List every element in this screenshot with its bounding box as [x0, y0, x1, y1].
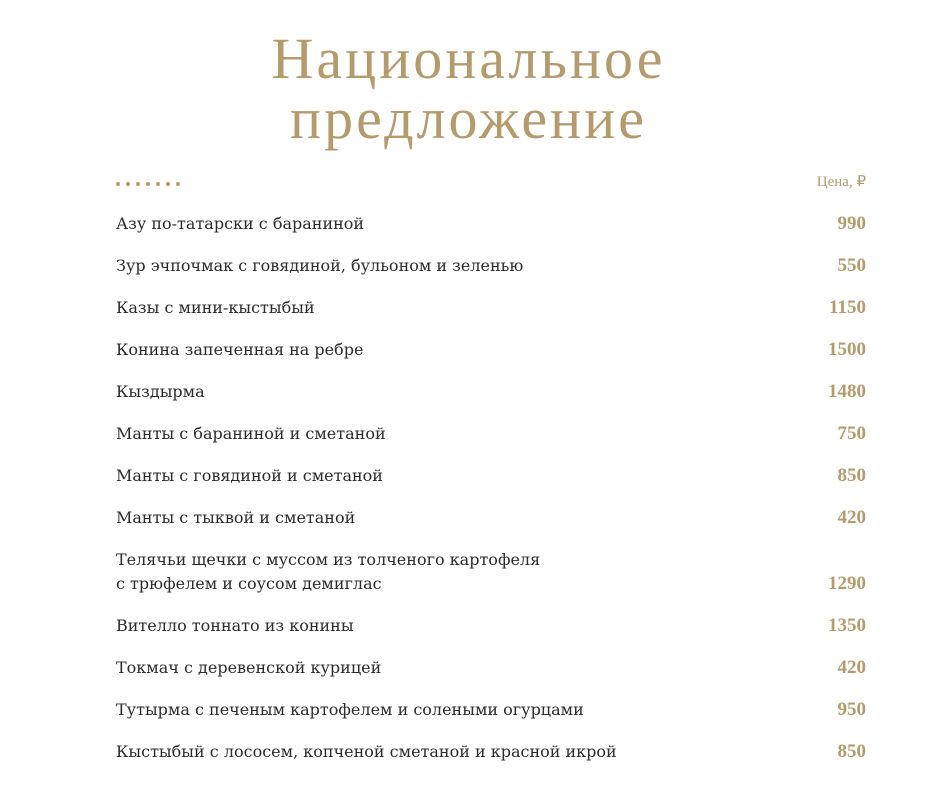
menu-item-name: Зур эчпочмак с говядиной, бульоном и зеленью [116, 256, 524, 275]
menu-item-name: Кыздырма [116, 382, 205, 401]
decorative-dot-icon [136, 182, 140, 186]
menu-item-price: 1150 [829, 297, 866, 318]
menu-item-name: Тутырма с печеным картофелем и солеными огурцами [116, 700, 584, 719]
menu-item-price: 420 [837, 657, 866, 678]
menu-item-price: 1290 [828, 573, 866, 594]
page-title-line-1: Национальное [271, 26, 666, 91]
menu-item [116, 464, 866, 488]
price-column-header: Цена, ₽ [816, 174, 866, 190]
menu-item-price: 550 [837, 255, 866, 276]
menu-item [116, 380, 866, 404]
menu-item [116, 698, 866, 722]
menu-item-price: 850 [837, 465, 866, 486]
decorative-dot-icon [166, 182, 170, 186]
decorative-dot-icon [116, 182, 120, 186]
menu-item [116, 254, 866, 278]
decorative-dot-icon [176, 182, 180, 186]
menu-item-name: Манты с тыквой и сметаной [116, 508, 356, 527]
menu-item-name: Азу по-татарски с бараниной [116, 214, 365, 233]
menu-item-price: 850 [837, 741, 866, 762]
decorative-dot-icon [156, 182, 160, 186]
menu-item-name: Манты с бараниной и сметаной [116, 424, 386, 443]
menu-item-price: 950 [837, 699, 866, 720]
menu-item-price: 990 [837, 213, 866, 234]
menu-item [116, 740, 866, 764]
decorative-dot-icon [146, 182, 150, 186]
menu-item [116, 212, 866, 236]
page-title [0, 26, 937, 151]
page-title-line-2: предложение [290, 86, 647, 151]
menu-item-price: 1500 [828, 339, 866, 360]
menu-item-name: Телячьи щечки с муссом из толченого картофеля с трюфелем и соусом демиглас [116, 550, 541, 593]
menu-item [116, 422, 866, 446]
menu-item [116, 338, 866, 362]
menu-item [116, 548, 866, 596]
menu-item-name: Конина запеченная на ребре [116, 340, 364, 359]
decorative-dot-icon [126, 182, 130, 186]
menu-item-name: Вителло тоннато из конины [116, 616, 354, 635]
menu-item-name: Казы с мини-кыстыбый [116, 298, 315, 317]
menu-item-price: 420 [837, 507, 866, 528]
menu-item-name: Манты с говядиной и сметаной [116, 466, 383, 485]
decorative-dots [116, 182, 180, 186]
menu-item-name: Токмач с деревенской курицей [116, 658, 382, 677]
menu-item [116, 506, 866, 530]
menu-item [116, 614, 866, 638]
menu-item-price: 1350 [828, 615, 866, 636]
menu-item-price: 1480 [828, 381, 866, 402]
menu-item-price: 750 [837, 423, 866, 444]
menu-list [116, 212, 866, 782]
menu-item [116, 656, 866, 680]
menu-item-name: Кыстыбый с лососем, копченой сметаной и красной икрой [116, 742, 617, 761]
menu-item [116, 296, 866, 320]
